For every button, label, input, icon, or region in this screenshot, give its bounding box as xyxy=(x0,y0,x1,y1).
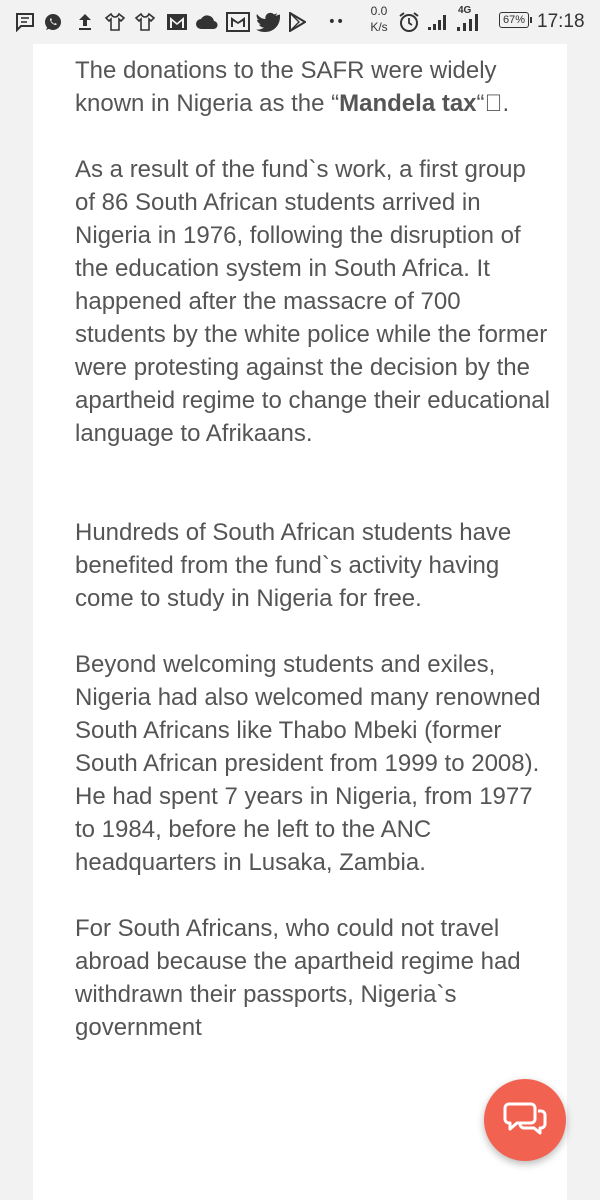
gmail-icon xyxy=(165,10,189,34)
play-store-icon xyxy=(286,10,308,34)
battery-icon xyxy=(499,12,529,28)
status-bar xyxy=(0,0,600,44)
article-page[interactable] xyxy=(33,44,567,1200)
article-paragraph: For South Africans, who could not travel abroad because the apartheid regime had withdrawn their passports, Nigeria`s government xyxy=(75,915,521,1041)
network-type: 4G xyxy=(458,5,472,16)
chat-bubbles-icon xyxy=(502,1098,548,1143)
net-speed-value: 0.0 xyxy=(370,4,388,18)
article-body xyxy=(75,54,550,1044)
shirt-icon xyxy=(103,10,127,34)
article-paragraph: Beyond welcoming students and exiles, Nigeria had also welcomed many renowned South Africans like Thabo Mbeki (former South African president from 1999 to 2008). He had spent 7 years in Nigeria, from 1977 to 1984, before he left to the ANC headquarters in Lusaka, Zambia. xyxy=(75,651,541,876)
upload-icon xyxy=(74,10,96,34)
paragraph-text: “ . xyxy=(476,90,510,117)
alarm-icon xyxy=(397,10,421,34)
twitter-icon xyxy=(255,10,281,34)
gallery-mail-icon xyxy=(225,10,251,34)
more-dots-icon: •• xyxy=(327,14,345,30)
net-speed-unit: K/s xyxy=(370,20,388,34)
signal-icon xyxy=(426,10,450,34)
paragraph-text: The donations to the SAFR were widely known in Nigeria as the “ xyxy=(75,57,497,117)
article-paragraph: As a result of the fund`s work, a first group of 86 South African students arrived in Nigeria in 1976, following the disruption of the education system in South Africa. It happened after the massacre of 700 students by the white police while the former were protesting against the decision by the apartheid regime to change their educational language to Afrikaans. xyxy=(75,156,550,447)
cloud-icon xyxy=(194,10,220,34)
bold-term: Mandela tax xyxy=(339,90,477,117)
clock: 17:18 xyxy=(537,11,585,32)
shirt-icon xyxy=(133,10,157,34)
battery-level: 67% xyxy=(502,14,526,26)
message-icon xyxy=(14,10,36,34)
whatsapp-icon xyxy=(42,10,64,34)
article-paragraph: Hundreds of South African students have benefited from the fund`s activity having come to study in Nigeria for free. xyxy=(75,519,512,612)
chat-button[interactable] xyxy=(484,1079,566,1161)
article-paragraph xyxy=(75,54,550,120)
net-speed xyxy=(364,3,394,35)
